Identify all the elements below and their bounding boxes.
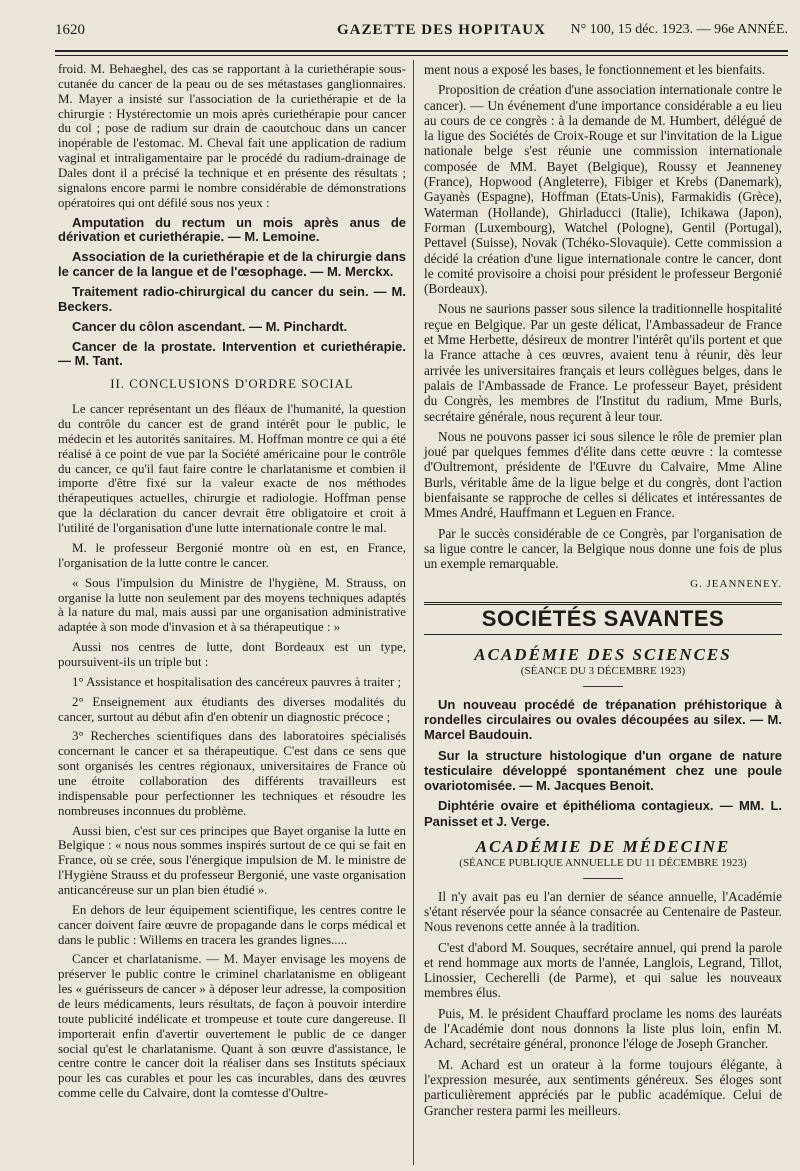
section-banner: SOCIÉTÉS SAVANTES [424, 602, 782, 635]
issue-info: N° 100, 15 déc. 1923. — 96e ANNÉE. [570, 22, 788, 37]
communication-title: Sur la structure histologique d'un organe de nature testiculaire développé spontanément chez une poule ovariotomisée. — M. Jacques Benoit. [424, 747, 782, 794]
paragraph: M. le professeur Bergonié montre où en est, en France, l'organisation de la lutte contre le cancer. [58, 540, 406, 570]
academy-heading: ACADÉMIE DE MÉDECINE [475, 837, 731, 857]
paragraph: Nous ne saurions passer sous silence la traditionnelle hospitalité reçue en Belgique. Par un geste délicat, l'Ambassadeur de France et Mme Herbette, désireux de montrer l'intérêt qu'ils portent et que la France attache à ces œuvres, avaient tenu à réunir, dès leur arrivée les universitaires français et leurs collègues belges, dans le palais de l'Ambassade de France. Le professeur Bayet, président du Congrès, les membres de l'Institut du radium, Mme Burls, secrétaire générale, nous reçurent à leur tour. [424, 301, 782, 424]
paragraph: Aussi bien, c'est sur ces principes que Bayet organise la lutte en Belgique : « nous nous sommes inspirés surtout de ce qui se fait en France, où se crée, sous l'énergique impulsion de M. le ministre de l'Hygiène Strauss et du professeur Bergonié, une vaste organisation anticancéreuse sur un plan bien étudié ». [58, 823, 406, 897]
journal-title: GAZETTE DES HOPITAUX [337, 22, 546, 38]
subheading: Cancer de la prostate. Intervention et curiethérapie. — M. Tant. [58, 338, 406, 369]
right-column [424, 62, 782, 1123]
divider [583, 686, 623, 687]
session-date: (SÉANCE DU 3 DÉCEMBRE 1923) [520, 665, 686, 678]
communication-title: Un nouveau procédé de trépanation préhistorique à rondelles circulaires ou ovales découpées au silex. — M. Marcel Baudouin. [424, 696, 782, 743]
header-rule [55, 50, 788, 52]
paragraph: « Sous l'impulsion du Ministre de l'hygiène, M. Strauss, on organise la lutte non seulement par des moyens techniques adaptés à la nature du mal, mais aussi par une organisation administrative adaptée à son mode d'invasion et à sa thérapeutique : » [58, 575, 406, 635]
subheading: Cancer du côlon ascendant. — M. Pinchardt. [72, 318, 348, 334]
paragraph: Le cancer représentant un des fléaux de l'humanité, la question du contrôle du cancer est de grand intérêt pour le public, le médecin et les autorités sanitaires. M. Hoffman montre ce qui a été réalisé à ce point de vue par la Société américaine pour le contrôle du cancer, ce qu'il faut faire contre le charlatanisme et combien il importe d'être fixé sur la valeur exacte de nos méthodes thérapeutiques actuelles, chirurgie et radiologie. Hoffman pense que la déclaration du cancer devrait être obligatoire et croit à l'utilité de l'organisation d'une lutte internationale contre le mal. [58, 402, 406, 536]
paragraph: ment nous a exposé les bases, le fonctionnement et les bienfaits. [424, 62, 766, 77]
paragraph: froid. M. Behaeghel, des cas se rapportant à la curiethérapie sous-cutanée du cancer de la peau ou de ses métastases ganglionnaires. M. Mayer a insisté sur l'association de la curiethérapie et de la chirurgie : Hystérectomie un mois après curiethérapie pour cancer du col ; pose de radium sur drain de caoutchouc dans un cancer inopérable de l'estomac. M. Cheval fait une application de radium vaginal et intraligamentaire par le procédé du radium-drainage de Dales dont il a précisé la technique et en présente des résultats ; signalons encore parmi le nombre considérable de démonstrations opératoires qui ont défilé sous nos yeux : [58, 62, 406, 210]
list-item: 3° Recherches scientifiques dans des laboratoires spécialisés concernant le cancer et sa thérapeutique. C'est dans ce sens que sont organisés les centres régionaux, universitaires de France où une étroite collaboration des différents travailleurs est indispensable pour perfectionner les techniques et résoudre les nombreuses inconnues du problème. [58, 729, 406, 818]
paragraph: Puis, M. le président Chauffard proclame les noms des lauréats de l'Académie dont nous donnons la liste plus loin, enfin M. Achard, secrétaire général, prononce l'éloge de Joseph Grancher. [424, 1005, 782, 1052]
column-divider [413, 60, 414, 1165]
paragraph: Aussi nos centres de lutte, dont Bordeaux est un type, poursuivent-ils un triple but : [58, 640, 406, 669]
left-column [58, 62, 406, 1106]
running-header [55, 22, 788, 44]
paragraph: Nous ne pouvons passer ici sous silence le rôle de premier plan joué par quelques femmes d'élite dans cette œuvre : la comtesse d'Oultremont, présidente de l'Œuvre du Calvaire, Mme Aline Burls, véritable âme de la ligue belge et du congrès, dont l'action bienfaisante se rapproche de celles si délicates et intéressantes de Mmes André, Hauffmann et Leguen en France. [424, 428, 782, 521]
paragraph: Cancer et charlatanisme. — M. Mayer envisage les moyens de préserver le public contre le criminel charlatanisme en obligeant les « guérisseurs de cancer » à déposer leur adresse, la composition de leurs médicaments, leurs résultats, de façon à pouvoir interdire toute publicité indélicate et trompeuse et toute cure dangereuse. Il importerait enfin d'avertir ouvertement le public de ce danger social qu'est le charlatanisme. Quant à son œuvre d'assistance, le centre contre le cancer doit la réaliser dans ses Instituts spéciaux pour les cas curables et pour les cas incurables, dans des œuvres comme celle du Calvaire, dont la comtesse d'Oultre- [58, 952, 406, 1101]
section-heading: II. CONCLUSIONS D'ORDRE SOCIAL [110, 377, 354, 392]
paragraph: Par le succès considérable de ce Congrès, par l'organisation de sa ligue contre le cancer, la Belgique nous donne une fois de plus un exemple remarquable. [424, 525, 782, 572]
header-rule-thin [55, 55, 788, 56]
subheading: Association de la curiethérapie et de la chirurgie dans le cancer de la langue et de l'œsophage. — M. Merckx. [58, 249, 406, 280]
divider [583, 878, 623, 879]
list-item: 1° Assistance et hospitalisation des cancéreux pauvres à traiter ; [72, 674, 402, 689]
signature: G. JEANNENEY. [690, 577, 782, 590]
session-date: (SÉANCE PUBLIQUE ANNUELLE DU 11 DÉCEMBRE 1923) [459, 857, 747, 870]
paragraph: Il n'y avait pas eu l'an dernier de séance annuelle, l'Académie s'étant réservée pour la séance consacrée au Centenaire de Pasteur. Nous revenons cette année à la tradition. [424, 888, 782, 935]
paragraph: C'est d'abord M. Souques, secrétaire annuel, qui prend la parole et rend hommage aux morts de l'année, Langlois, Legrand, Tillot, Linossier, Cecherelli (de Parme), et qui salue les nouveaux membres élus. [424, 939, 782, 1001]
subheading: Amputation du rectum un mois après anus de dérivation et curiethérapie. — M. Lemoine. [58, 214, 406, 245]
page-number: 1620 [55, 22, 85, 38]
paragraph: M. Achard est un orateur à la forme toujours élégante, à l'expression mesurée, aux sentiments généreux. Ses éloges sont particulièrement appréciés par le public académique. Celui de Grancher restera parmi les meilleurs. [424, 1056, 782, 1118]
paragraph: En dehors de leur équipement scientifique, les centres contre le cancer doivent faire œuvre de propagande dans le corps médical et dans le public : Willems en tracera les grandes lignes..... [58, 902, 406, 947]
communication-title: Diphtérie ovaire et épithélioma contagieux. — MM. L. Panisset et J. Verge. [424, 798, 782, 829]
academy-heading: ACADÉMIE DES SCIENCES [474, 645, 732, 665]
paragraph: Proposition de création d'une association internationale contre le cancer). — Un événement d'une importance considérable a eu lieu au cours de ce congrès : à la demande de M. Humbert, délégué de la ligue des Sociétés de Croix-Rouge et sur l'invitation de la Ligue nationale belge s'est réunie une commission internationale composée de MM. Bayet (Belgique), Roussy et Jeanneney (France), Hopwood (Angleterre), Fibiger et Krebs (Danemark), Gayanès (Espagne), Hoffman (Etats-Unis), Farmakidis (Grèce), Waterman (Hollande), Ghirladucci (Italie), Ichikawa (Japon), Forman (Luxembourg), Watchel (Pologne), Gentil (Portugal), Pettavel (Suisse), Novak (Tchéko-Slovaquie). Cette commission a décidé la création d'une ligue internationale contre le cancer, dont le comité provisoire a choisi pour président le professeur Bergonié (Bordeaux). [424, 82, 782, 297]
subheading: Traitement radio-chirurgical du cancer du sein. — M. Beckers. [58, 284, 406, 314]
list-item: 2° Enseignement aux étudiants des diverses modalités du cancer, surtout au début afin d'en obtenir un diagnostic précoce ; [58, 694, 406, 724]
